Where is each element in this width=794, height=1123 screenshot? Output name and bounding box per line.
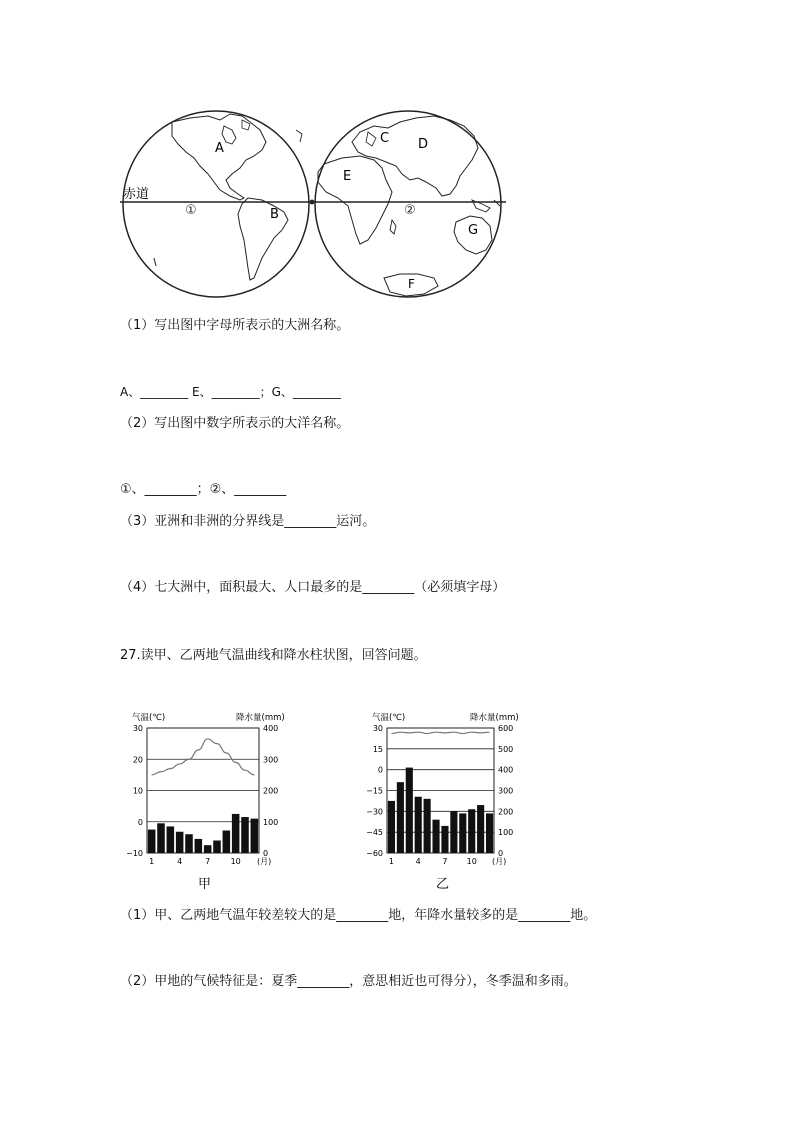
- continent-label-b: B: [270, 207, 279, 222]
- yi-right-tick-label: 500: [498, 744, 514, 754]
- yi-x-tick-label: 4: [415, 857, 421, 866]
- jia-right-tick-label: 200: [263, 786, 279, 796]
- yi-left-tick-label: −45: [366, 828, 383, 838]
- jia-x-tick-label: 1: [149, 857, 155, 866]
- yi-left-tick-label: 30: [372, 724, 383, 733]
- chart-yi-right-axis-title: 降水量(mm): [470, 713, 519, 723]
- question-2-answer-line[interactable]: ①、________；②、________: [120, 482, 287, 497]
- yi-left-tick-label: 0: [377, 765, 383, 775]
- continent-label-e: E: [343, 169, 352, 184]
- continent-label-f: F: [408, 277, 415, 291]
- chart-jia-temperature-curve: [152, 739, 255, 775]
- jia-precip-bar-9: [223, 831, 231, 854]
- yi-precip-bar-4: [415, 797, 422, 853]
- question-2-prompt: （2）写出图中数字所表示的大洋名称。: [120, 416, 350, 431]
- question-1-prompt: （1）写出图中字母所表示的大洲名称。: [120, 318, 350, 333]
- yi-precip-bar-11: [477, 805, 484, 853]
- yi-precip-bar-9: [459, 813, 466, 853]
- yi-left-tick-label: −15: [366, 786, 383, 796]
- jia-left-tick-label: 20: [132, 755, 143, 765]
- yi-right-tick-label: 100: [498, 828, 514, 838]
- yi-x-axis-unit: (月): [492, 857, 507, 866]
- climate-chart-jia: [118, 706, 298, 896]
- yi-precip-bar-7: [441, 826, 448, 853]
- yi-x-tick-label: 10: [466, 857, 477, 866]
- yi-precip-bar-3: [406, 768, 413, 853]
- continent-label-c: C: [380, 131, 390, 146]
- continent-label-d: D: [418, 137, 429, 152]
- yi-precip-bar-1: [388, 801, 395, 853]
- yi-precip-bar-12: [486, 813, 493, 853]
- jia-precip-bar-10: [232, 814, 240, 853]
- continent-label-a: A: [215, 141, 224, 156]
- jia-right-tick-label: 400: [263, 724, 279, 733]
- question-27-1[interactable]: （1）甲、乙两地气温年较差较大的是________地，年降水量较多的是________地。: [120, 908, 597, 923]
- jia-right-tick-label: 0: [263, 849, 269, 858]
- question-27-2[interactable]: （2）甲地的气候特征是：夏季________，意思相近也可得分），冬季温和多雨。: [120, 974, 577, 989]
- continent-label-g: G: [468, 223, 479, 238]
- jia-precip-bar-8: [213, 841, 221, 854]
- chart-yi-temperature-curve: [391, 732, 489, 733]
- ocean-label-1: ①: [185, 203, 197, 218]
- jia-left-tick-label: 0: [137, 817, 143, 827]
- yi-precip-bar-6: [432, 820, 439, 853]
- chart-yi-caption: 乙: [436, 877, 450, 892]
- yi-precip-bar-2: [397, 782, 404, 853]
- yi-right-tick-label: 400: [498, 765, 514, 775]
- chart-yi-left-axis-title: 气温(℃): [372, 713, 406, 723]
- yi-right-tick-label: 0: [498, 849, 504, 858]
- chart-jia-left-axis-title: 气温(℃): [132, 713, 166, 723]
- chart-jia-right-axis-title: 降水量(mm): [236, 713, 285, 723]
- world-map-figure: [120, 108, 506, 300]
- yi-precip-bar-5: [424, 799, 431, 853]
- yi-x-tick-label: 1: [388, 857, 395, 866]
- yi-right-tick-label: 600: [498, 724, 514, 733]
- question-1-answer-line[interactable]: A、________ E、________；G、________: [120, 385, 341, 399]
- jia-x-tick-label: 7: [205, 857, 211, 866]
- jia-left-tick-label: −10: [126, 849, 143, 858]
- jia-precip-bar-2: [157, 823, 165, 853]
- yi-x-tick-label: 7: [442, 857, 448, 866]
- climate-chart-yi: [366, 706, 546, 896]
- yi-right-tick-label: 200: [498, 807, 514, 817]
- jia-precip-bar-4: [176, 832, 184, 853]
- jia-left-tick-label: 10: [132, 786, 143, 796]
- yi-left-tick-label: 15: [372, 744, 383, 754]
- jia-x-axis-unit: (月): [257, 857, 272, 866]
- jia-precip-bar-1: [148, 830, 156, 853]
- hemisphere-junction-dot: [310, 200, 315, 205]
- jia-precip-bar-7: [204, 845, 212, 853]
- jia-x-tick-label: 4: [177, 857, 183, 866]
- yi-left-tick-label: −60: [366, 849, 383, 858]
- equator-label: 赤道: [123, 187, 150, 202]
- jia-precip-bar-11: [241, 817, 249, 853]
- yi-right-tick-label: 300: [498, 786, 514, 796]
- yi-left-tick-label: −30: [366, 807, 383, 817]
- question-27-prompt: 27.读甲、乙两地气温曲线和降水柱状图，回答问题。: [120, 648, 427, 663]
- chart-jia-caption: 甲: [198, 877, 212, 892]
- yi-precip-bar-8: [450, 811, 457, 853]
- jia-x-tick-label: 10: [230, 857, 241, 866]
- hemispheres-map: [120, 108, 506, 300]
- question-3[interactable]: （3）亚洲和非洲的分界线是________运河。: [120, 514, 376, 529]
- jia-left-tick-label: 30: [132, 724, 143, 733]
- question-4[interactable]: （4）七大洲中，面积最大、人口最多的是________（必须填字母）: [120, 580, 506, 595]
- western-hemisphere: [123, 111, 309, 297]
- jia-precip-bar-6: [195, 839, 203, 853]
- jia-precip-bar-3: [167, 826, 175, 853]
- ocean-label-2: ②: [404, 203, 416, 218]
- jia-right-tick-label: 300: [263, 755, 279, 765]
- yi-precip-bar-10: [468, 809, 475, 853]
- jia-precip-bar-5: [185, 834, 193, 853]
- jia-precip-bar-12: [251, 819, 259, 853]
- jia-right-tick-label: 100: [263, 817, 279, 827]
